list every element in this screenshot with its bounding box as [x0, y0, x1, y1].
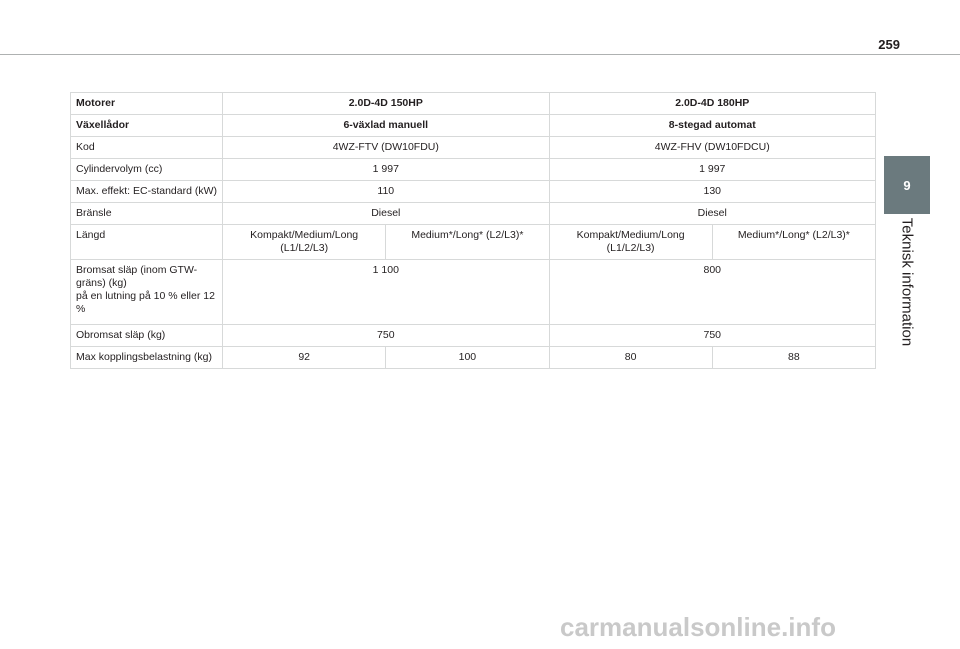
fuel-label: Bränsle [71, 203, 223, 225]
coupling-load-180hp-a: 80 [549, 347, 712, 369]
coupling-load-180hp-b: 88 [712, 347, 875, 369]
length-180hp-b: Medium*/Long* (L2/L3)* [712, 225, 875, 260]
header-rule [0, 54, 960, 55]
chapter-title: Teknisk information [898, 217, 916, 347]
page-number: 259 [878, 37, 900, 52]
displacement-label: Cylindervolym (cc) [71, 159, 223, 181]
power-150hp: 110 [223, 181, 549, 203]
engine-150hp-heading: 2.0D-4D 150HP [223, 93, 549, 115]
power-180hp: 130 [549, 181, 876, 203]
code-label: Kod [71, 137, 223, 159]
table-header-row [71, 93, 876, 115]
fuel-150hp: Diesel [223, 203, 549, 225]
length-150hp-a: Kompakt/Medium/Long (L1/L2/L3) [223, 225, 386, 260]
engines-label: Motorer [71, 93, 223, 115]
displacement-row [71, 159, 876, 181]
braked-trailer-row [71, 260, 876, 325]
braked-trailer-180hp: 800 [549, 260, 876, 325]
unbraked-trailer-label: Obromsat släp (kg) [71, 325, 223, 347]
braked-trailer-150hp: 1 100 [223, 260, 549, 325]
engine-180hp-heading: 2.0D-4D 180HP [549, 93, 876, 115]
gearbox-label: Växellådor [71, 115, 223, 137]
length-150hp-b: Medium*/Long* (L2/L3)* [386, 225, 549, 260]
braked-trailer-label [71, 260, 223, 325]
length-row [71, 225, 876, 260]
unbraked-trailer-150hp: 750 [223, 325, 549, 347]
gearbox-row [71, 115, 876, 137]
braked-trailer-label-line2: på en lutning på 10 % eller 12 % [76, 290, 215, 315]
unbraked-trailer-row [71, 325, 876, 347]
displacement-150hp: 1 997 [223, 159, 549, 181]
chapter-tab[interactable] [884, 156, 930, 214]
length-180hp-a: Kompakt/Medium/Long (L1/L2/L3) [549, 225, 712, 260]
watermark: carmanualsonline.info [560, 612, 836, 642]
engine-spec-table [70, 92, 876, 369]
length-label: Längd [71, 225, 223, 260]
braked-trailer-label-line1: Bromsat släp (inom GTW-gräns) (kg) [76, 264, 198, 289]
coupling-load-row [71, 347, 876, 369]
power-label: Max. effekt: EC-standard (kW) [71, 181, 223, 203]
coupling-load-150hp-b: 100 [386, 347, 549, 369]
gearbox-150hp: 6-växlad manuell [223, 115, 549, 137]
gearbox-180hp: 8-stegad automat [549, 115, 876, 137]
code-180hp: 4WZ-FHV (DW10FDCU) [549, 137, 876, 159]
coupling-load-150hp-a: 92 [223, 347, 386, 369]
unbraked-trailer-180hp: 750 [549, 325, 876, 347]
chapter-number: 9 [903, 177, 911, 193]
fuel-row [71, 203, 876, 225]
code-150hp: 4WZ-FTV (DW10FDU) [223, 137, 549, 159]
power-row [71, 181, 876, 203]
fuel-180hp: Diesel [549, 203, 876, 225]
coupling-load-label: Max kopplingsbelastning (kg) [71, 347, 223, 369]
code-row [71, 137, 876, 159]
displacement-180hp: 1 997 [549, 159, 876, 181]
